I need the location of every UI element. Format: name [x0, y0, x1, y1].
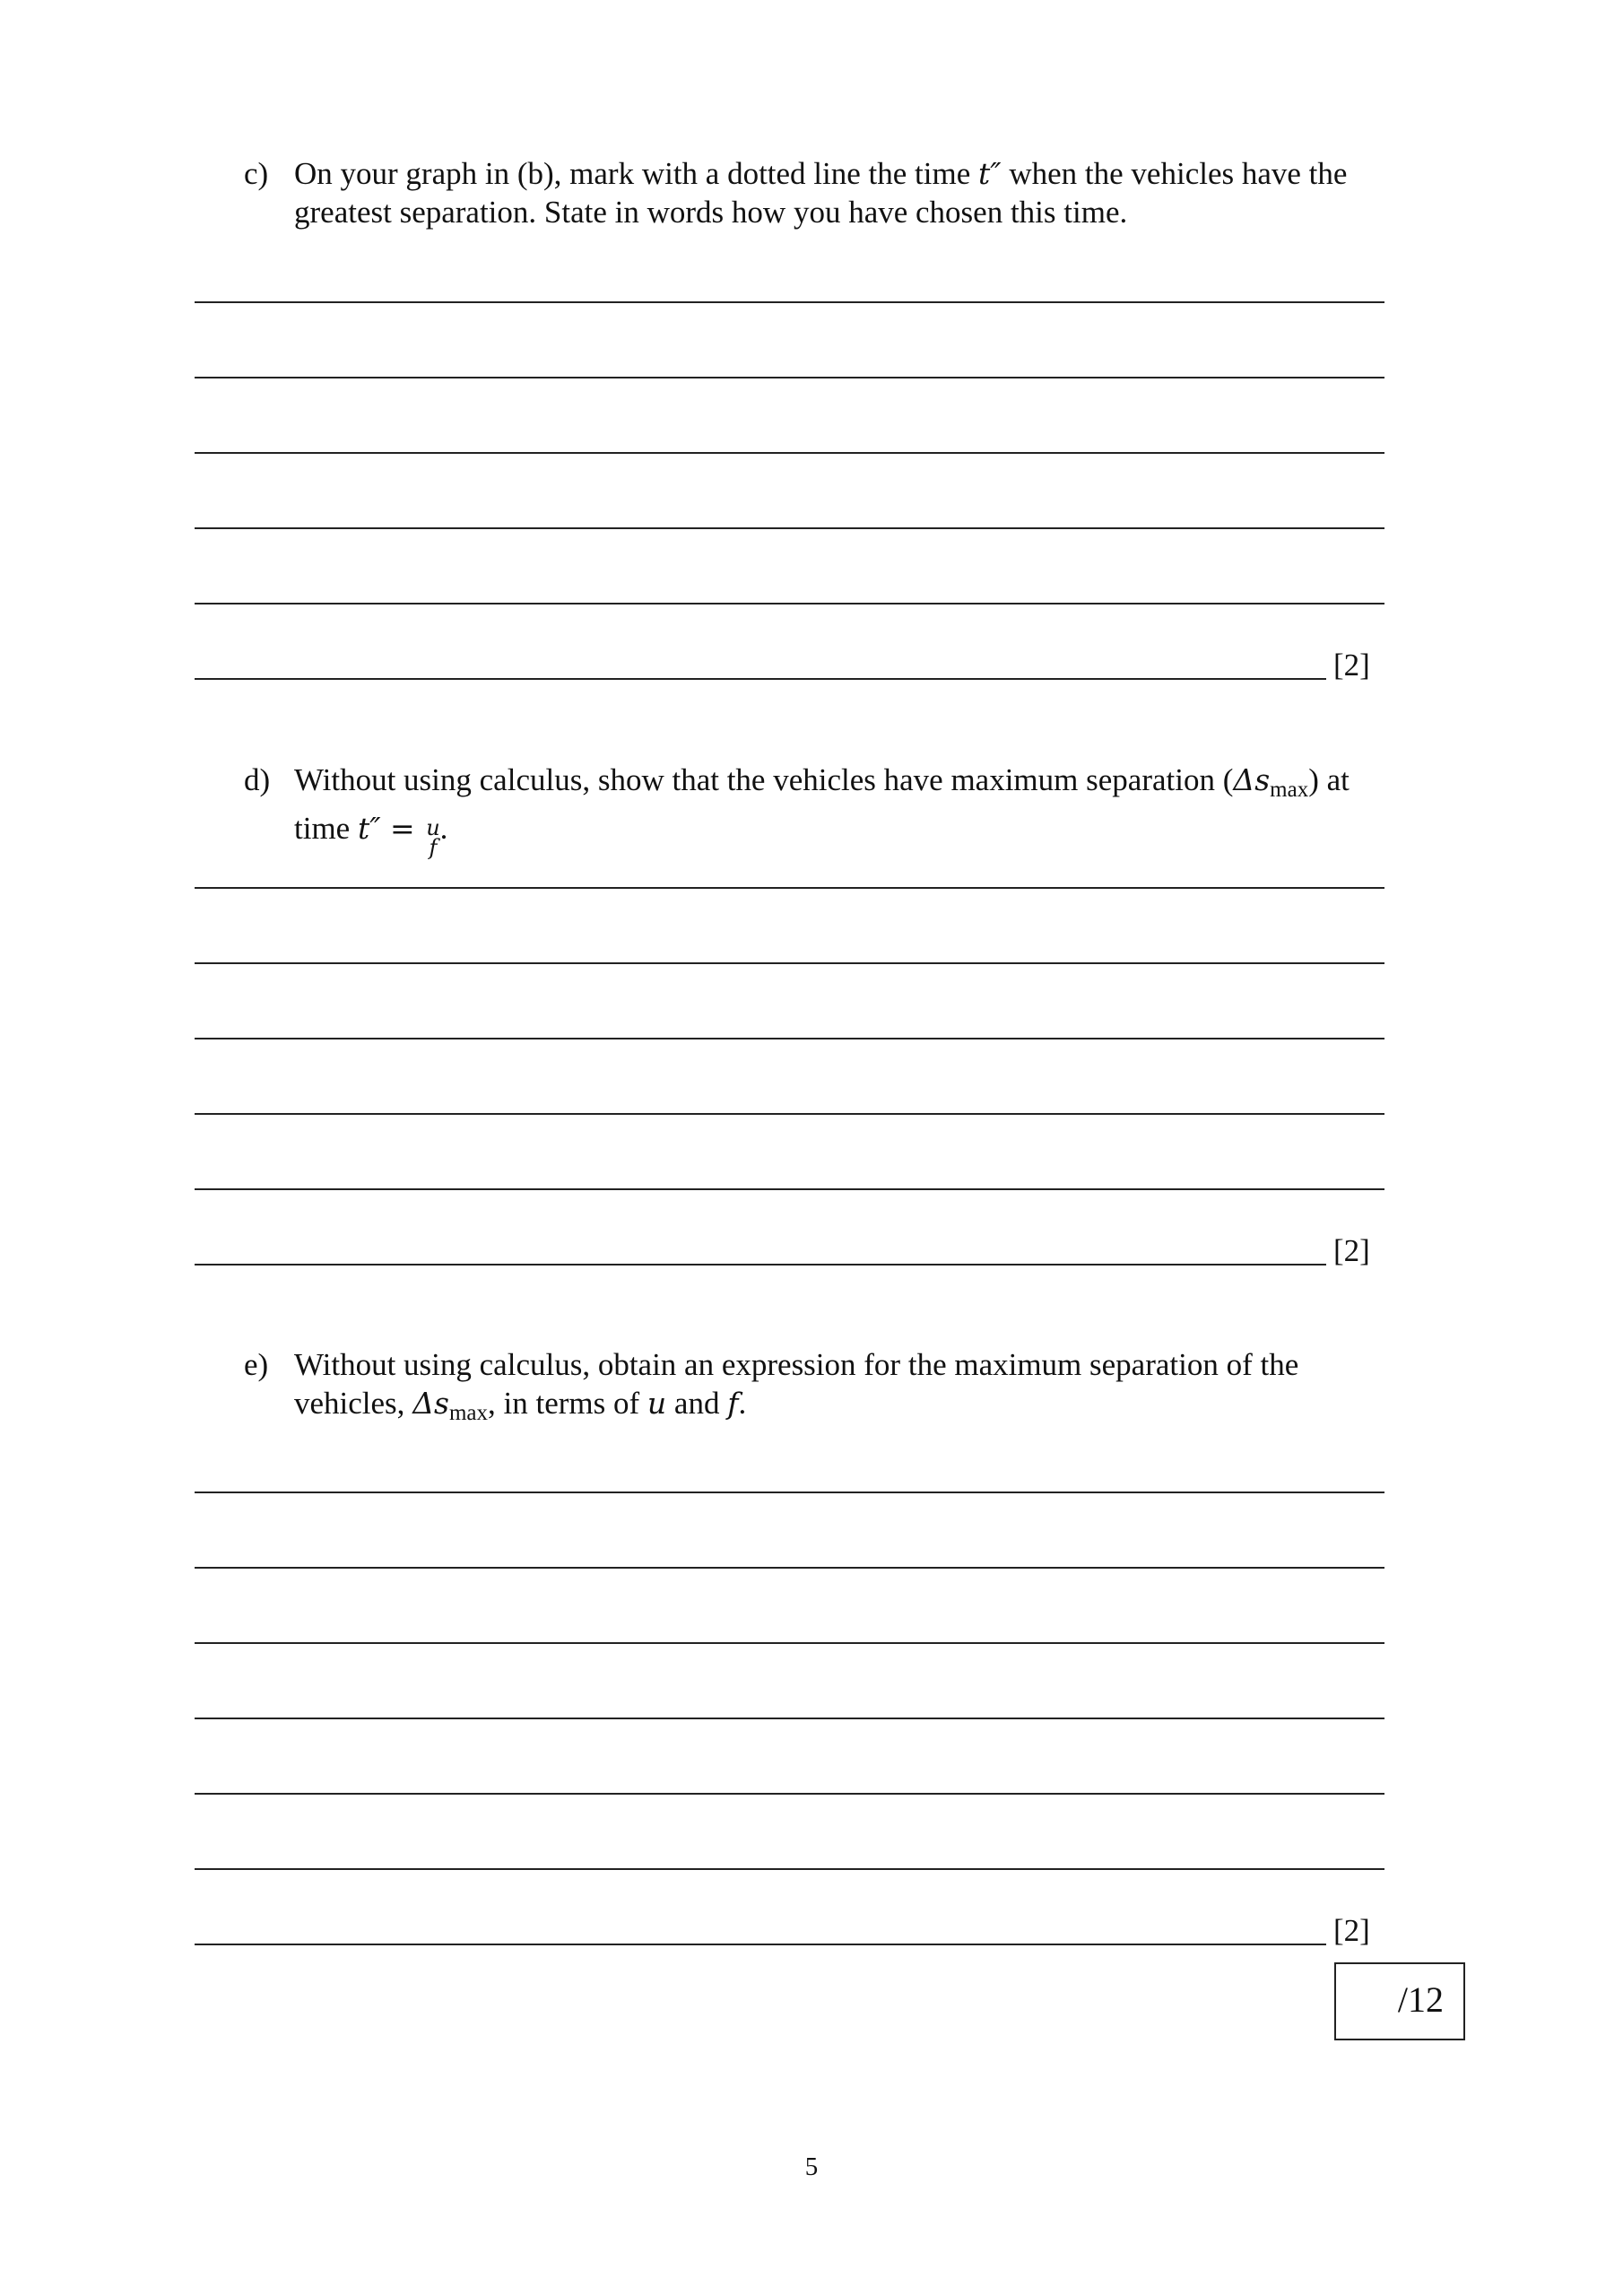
- answer-line[interactable]: [195, 301, 1384, 303]
- answer-line[interactable]: [195, 377, 1384, 378]
- fraction-u-over-f: u f: [426, 815, 440, 860]
- question-c-text: On your graph in (b), mark with a dotted line the time t″ when the vehicles have the greatest separation. State in words how you have chosen this time.: [294, 156, 1348, 230]
- question-d-text: Without using calculus, show that the vehicles have maximum separation $(\Delta s_{max})$ at time t″ = u f .: [294, 762, 1350, 860]
- answer-line[interactable]: [195, 1868, 1384, 1870]
- answer-line[interactable]: [195, 1113, 1384, 1115]
- answer-line[interactable]: [195, 962, 1384, 964]
- answer-line[interactable]: [195, 452, 1384, 454]
- answer-line[interactable]: [195, 678, 1326, 680]
- answer-line[interactable]: [195, 1567, 1384, 1569]
- question-d: [244, 761, 1428, 860]
- answer-line[interactable]: [195, 887, 1384, 889]
- answer-line[interactable]: [195, 1944, 1326, 1945]
- total-marks-box[interactable]: [1334, 1962, 1465, 2040]
- delta-s: Δs: [1233, 762, 1271, 797]
- answer-line[interactable]: [195, 1038, 1384, 1039]
- delta-s: Δs: [412, 1386, 449, 1421]
- question-e: [244, 1345, 1428, 1432]
- question-c-label: c): [244, 156, 269, 191]
- answer-line[interactable]: [195, 1718, 1384, 1719]
- t-double-prime: t″: [978, 156, 1002, 191]
- page-number: 5: [804, 2152, 819, 2181]
- answer-line[interactable]: [195, 527, 1384, 529]
- question-e-label: e): [244, 1347, 269, 1382]
- answer-line[interactable]: [195, 1264, 1326, 1265]
- question-d-label: d): [244, 762, 271, 797]
- answer-line[interactable]: [195, 1793, 1384, 1795]
- answer-line[interactable]: [195, 603, 1384, 604]
- answer-line[interactable]: [195, 1642, 1384, 1644]
- answer-line[interactable]: [195, 1188, 1384, 1190]
- answer-line[interactable]: [195, 1492, 1384, 1493]
- question-d-marks: [2]: [1333, 1233, 1370, 1268]
- question-e-marks: [2]: [1333, 1913, 1370, 1948]
- question-c-marks: [2]: [1333, 648, 1370, 683]
- question-c: [244, 154, 1428, 231]
- total-marks-label: /12: [1397, 1979, 1444, 2020]
- question-e-text: Without using calculus, obtain an expression for the maximum separation of the vehicles, $\Delta s_{max}$, in terms of u and f.: [294, 1347, 1299, 1425]
